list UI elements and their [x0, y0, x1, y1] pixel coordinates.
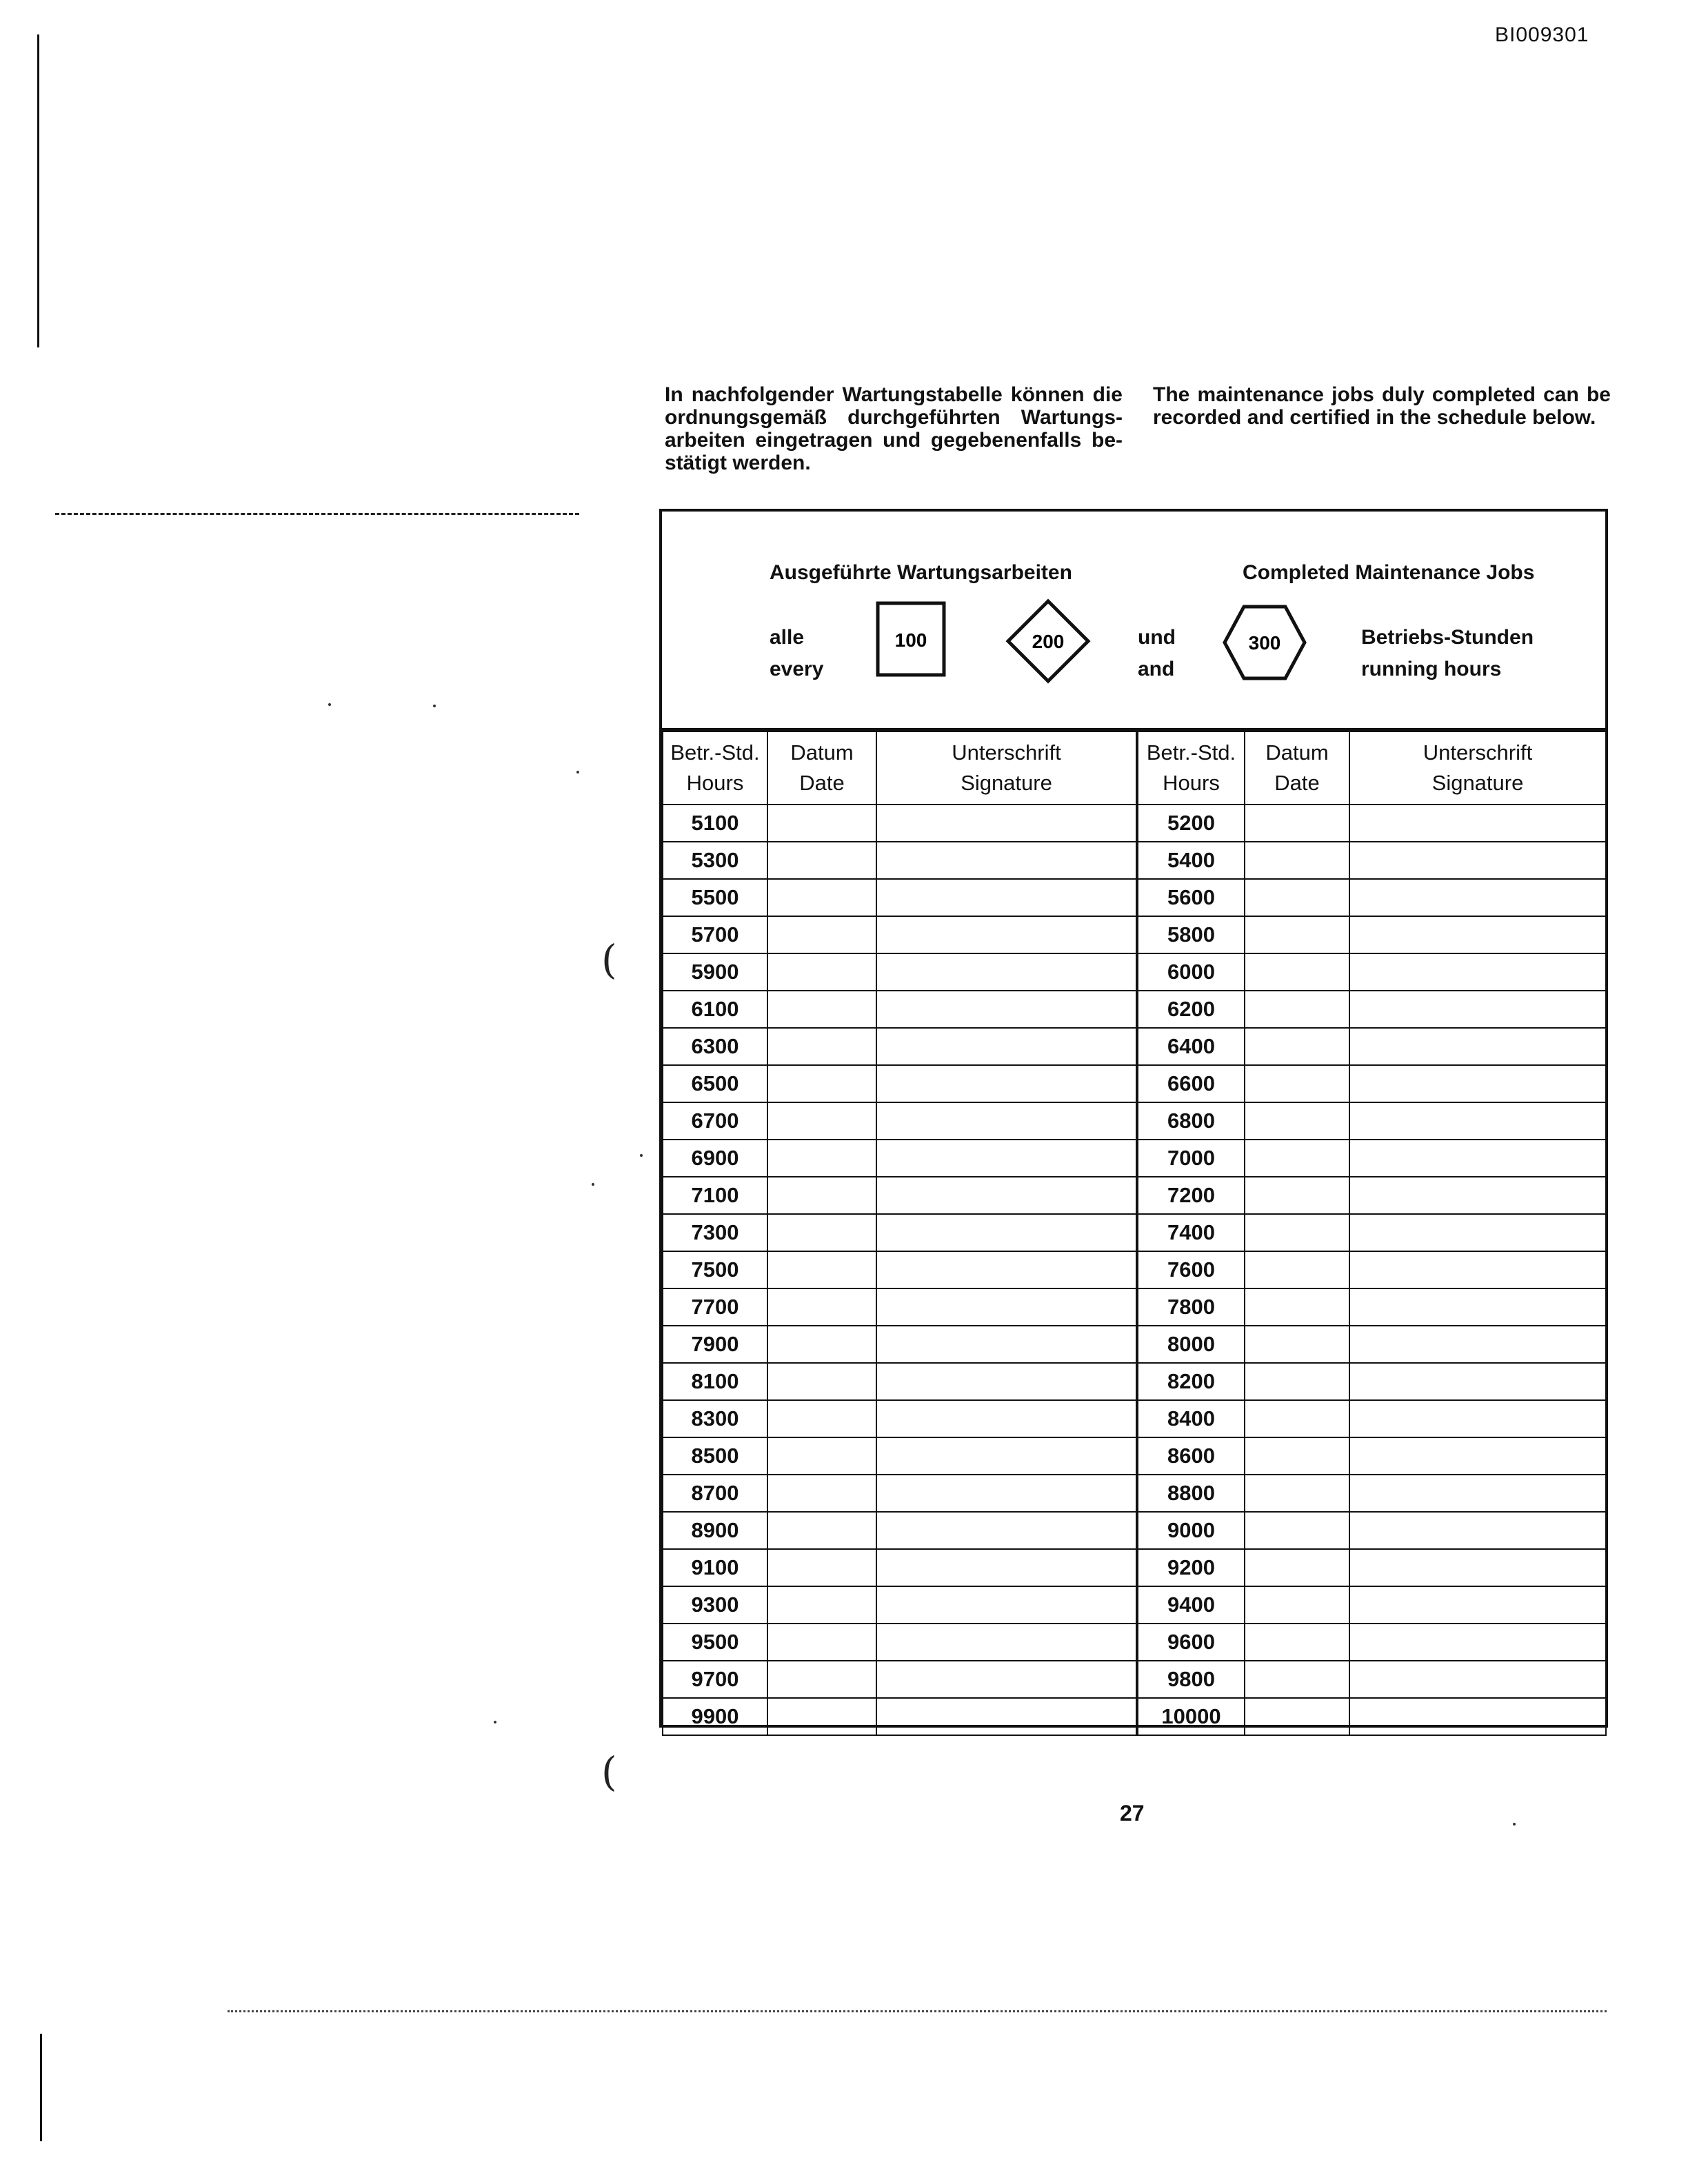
- table-row: [663, 1028, 1606, 1065]
- date-cell-right[interactable]: [1245, 879, 1349, 916]
- date-cell-left[interactable]: [767, 1586, 876, 1624]
- hours-cell-right: 7200: [1137, 1177, 1245, 1214]
- signature-cell-left[interactable]: [876, 1102, 1137, 1140]
- date-cell-right[interactable]: [1245, 1140, 1349, 1177]
- table-row: [663, 842, 1606, 879]
- header-sign-de: Unterschrift: [1423, 740, 1533, 765]
- scan-speck: [1513, 1823, 1516, 1826]
- table-row: [663, 1661, 1606, 1698]
- date-cell-right[interactable]: [1245, 1586, 1349, 1624]
- signature-cell-left[interactable]: [876, 1549, 1137, 1586]
- table-row: [663, 1624, 1606, 1661]
- hours-cell-left: 7700: [663, 1288, 767, 1326]
- hours-cell-right: 7800: [1137, 1288, 1245, 1326]
- hours-cell-left: 5700: [663, 916, 767, 953]
- header-hours-right: [1137, 731, 1245, 805]
- hours-cell-right: 7000: [1137, 1140, 1245, 1177]
- signature-cell-left[interactable]: [876, 1028, 1137, 1065]
- scan-speck: [328, 703, 331, 706]
- date-cell-left[interactable]: [767, 1363, 876, 1400]
- hours-cell-left: 6300: [663, 1028, 767, 1065]
- hours-cell-left: 7300: [663, 1214, 767, 1251]
- hours-cell-right: 8400: [1137, 1400, 1245, 1437]
- signature-cell-right[interactable]: [1349, 1512, 1606, 1549]
- date-cell-left[interactable]: [767, 1512, 876, 1549]
- date-cell-left[interactable]: [767, 1624, 876, 1661]
- interval-box-label: 100: [894, 629, 927, 651]
- hours-cell-left: 7900: [663, 1326, 767, 1363]
- table-row: [663, 1512, 1606, 1549]
- signature-cell-left[interactable]: [876, 1177, 1137, 1214]
- signature-cell-right[interactable]: [1349, 879, 1606, 916]
- hours-cell-right: 7600: [1137, 1251, 1245, 1288]
- signature-cell-left[interactable]: [876, 1140, 1137, 1177]
- date-cell-left[interactable]: [767, 1475, 876, 1512]
- signature-cell-left[interactable]: [876, 1624, 1137, 1661]
- hours-cell-left: 6100: [663, 991, 767, 1028]
- date-cell-right[interactable]: [1245, 991, 1349, 1028]
- date-cell-right[interactable]: [1245, 1512, 1349, 1549]
- date-cell-left[interactable]: [767, 1065, 876, 1102]
- intro-text-en: The maintenance jobs duly completed can be recorded and certified in the schedule below.: [1153, 383, 1611, 429]
- hours-cell-left: 9900: [663, 1698, 767, 1735]
- hours-cell-left: 8900: [663, 1512, 767, 1549]
- hours-cell-left: 8300: [663, 1400, 767, 1437]
- date-cell-right[interactable]: [1245, 1698, 1349, 1735]
- table-row: [663, 1326, 1606, 1363]
- date-cell-right[interactable]: [1245, 1065, 1349, 1102]
- legend-and: [1138, 622, 1176, 685]
- date-cell-left[interactable]: [767, 1028, 876, 1065]
- signature-cell-right[interactable]: [1349, 916, 1606, 953]
- hours-cell-left: 6500: [663, 1065, 767, 1102]
- hours-cell-right: 9600: [1137, 1624, 1245, 1661]
- hours-cell-left: 6700: [663, 1102, 767, 1140]
- date-cell-right[interactable]: [1245, 805, 1349, 842]
- signature-cell-left[interactable]: [876, 991, 1137, 1028]
- hours-cell-right: 7400: [1137, 1214, 1245, 1251]
- date-cell-left[interactable]: [767, 991, 876, 1028]
- header-hours-left: [663, 731, 767, 805]
- signature-cell-right[interactable]: [1349, 1624, 1606, 1661]
- header-date-en: Date: [1274, 771, 1320, 795]
- signature-cell-right[interactable]: [1349, 842, 1606, 879]
- signature-cell-left[interactable]: [876, 1363, 1137, 1400]
- hours-cell-left: 5100: [663, 805, 767, 842]
- signature-cell-left[interactable]: [876, 1288, 1137, 1326]
- hours-cell-right: 6400: [1137, 1028, 1245, 1065]
- signature-cell-right[interactable]: [1349, 1586, 1606, 1624]
- legend-every-de: alle: [770, 626, 805, 649]
- header-hours-en: Hours: [1163, 771, 1220, 795]
- date-cell-right[interactable]: [1245, 1549, 1349, 1586]
- legend-hours-de: Betriebs-Stunden: [1361, 626, 1534, 649]
- date-cell-right[interactable]: [1245, 1624, 1349, 1661]
- header-date-de: Datum: [790, 740, 854, 765]
- table-row: [663, 1475, 1606, 1512]
- table-row: [663, 1400, 1606, 1437]
- table-row: [663, 1549, 1606, 1586]
- hours-cell-right: 10000: [1137, 1698, 1245, 1735]
- hours-cell-right: 5800: [1137, 916, 1245, 953]
- hours-cell-left: 9700: [663, 1661, 767, 1698]
- table-row: [663, 1177, 1606, 1214]
- hours-cell-left: 5900: [663, 953, 767, 991]
- scan-speck: [592, 1183, 594, 1186]
- table-row: [663, 1437, 1606, 1475]
- interval-hexagon-icon: [1222, 604, 1307, 681]
- signature-cell-right[interactable]: [1349, 805, 1606, 842]
- date-cell-right[interactable]: [1245, 1214, 1349, 1251]
- interval-diamond-label: 200: [1032, 631, 1065, 652]
- header-date-right: [1245, 731, 1349, 805]
- date-cell-left[interactable]: [767, 1326, 876, 1363]
- hours-cell-left: 6900: [663, 1140, 767, 1177]
- maintenance-table-body: [663, 805, 1606, 1735]
- hours-cell-left: 8500: [663, 1437, 767, 1475]
- signature-cell-left[interactable]: [876, 1512, 1137, 1549]
- maintenance-legend: [662, 512, 1605, 731]
- table-row: [663, 1288, 1606, 1326]
- header-signature-left: [876, 731, 1137, 805]
- scan-speck: [576, 771, 579, 774]
- signature-cell-right[interactable]: [1349, 1549, 1606, 1586]
- date-cell-right[interactable]: [1245, 1177, 1349, 1214]
- signature-cell-right[interactable]: [1349, 1214, 1606, 1251]
- hours-cell-right: 9800: [1137, 1661, 1245, 1698]
- signature-cell-left[interactable]: [876, 1475, 1137, 1512]
- page-number: 27: [1120, 1801, 1145, 1826]
- margin-parenthesis-mark: (: [601, 1748, 617, 1795]
- margin-bar-top: [37, 34, 39, 347]
- header-sign-en: Signature: [1431, 771, 1524, 795]
- date-cell-left[interactable]: [767, 953, 876, 991]
- hours-cell-right: 8800: [1137, 1475, 1245, 1512]
- date-cell-right[interactable]: [1245, 1028, 1349, 1065]
- table-row: [663, 1140, 1606, 1177]
- interval-box-icon: [876, 601, 947, 678]
- signature-cell-right[interactable]: [1349, 1288, 1606, 1326]
- legend-every: [770, 622, 823, 685]
- table-row: [663, 879, 1606, 916]
- signature-cell-right[interactable]: [1349, 1400, 1606, 1437]
- date-cell-right[interactable]: [1245, 1288, 1349, 1326]
- hours-cell-left: 7500: [663, 1251, 767, 1288]
- table-row: [663, 953, 1606, 991]
- date-cell-right[interactable]: [1245, 1102, 1349, 1140]
- legend-and-de: und: [1138, 626, 1176, 649]
- signature-cell-right[interactable]: [1349, 1251, 1606, 1288]
- date-cell-right[interactable]: [1245, 1363, 1349, 1400]
- signature-cell-left[interactable]: [876, 1251, 1137, 1288]
- date-cell-left[interactable]: [767, 1400, 876, 1437]
- signature-cell-right[interactable]: [1349, 1475, 1606, 1512]
- hours-cell-right: 6800: [1137, 1102, 1245, 1140]
- signature-cell-right[interactable]: [1349, 1028, 1606, 1065]
- signature-cell-left[interactable]: [876, 1586, 1137, 1624]
- hours-cell-left: 7100: [663, 1177, 767, 1214]
- interval-diamond-icon: [1005, 598, 1091, 684]
- scan-speck: [433, 705, 436, 707]
- signature-cell-right[interactable]: [1349, 1177, 1606, 1214]
- interval-hexagon-label: 300: [1248, 632, 1281, 654]
- scan-speck: [494, 1721, 496, 1723]
- header-date-en: Date: [799, 771, 845, 795]
- date-cell-left[interactable]: [767, 1661, 876, 1698]
- legend-title-de: Ausgeführte Wartungsarbeiten: [770, 561, 1072, 584]
- date-cell-right[interactable]: [1245, 1400, 1349, 1437]
- date-cell-left[interactable]: [767, 1140, 876, 1177]
- table-row: [663, 991, 1606, 1028]
- date-cell-right[interactable]: [1245, 1251, 1349, 1288]
- legend-and-en: and: [1138, 658, 1175, 680]
- header-signature-right: [1349, 731, 1606, 805]
- table-row: [663, 1363, 1606, 1400]
- date-cell-left[interactable]: [767, 1549, 876, 1586]
- date-cell-left[interactable]: [767, 1177, 876, 1214]
- signature-cell-right[interactable]: [1349, 1326, 1606, 1363]
- date-cell-left[interactable]: [767, 1102, 876, 1140]
- hours-cell-right: 8000: [1137, 1326, 1245, 1363]
- table-row: [663, 1586, 1606, 1624]
- signature-cell-left[interactable]: [876, 1400, 1137, 1437]
- table-header-row: [663, 731, 1606, 805]
- date-cell-right[interactable]: [1245, 842, 1349, 879]
- signature-cell-right[interactable]: [1349, 953, 1606, 991]
- hours-cell-left: 9500: [663, 1624, 767, 1661]
- date-cell-right[interactable]: [1245, 1437, 1349, 1475]
- hours-cell-left: 5500: [663, 879, 767, 916]
- signature-cell-right[interactable]: [1349, 1065, 1606, 1102]
- table-row: [663, 916, 1606, 953]
- signature-cell-left[interactable]: [876, 1326, 1137, 1363]
- scan-speck: [640, 1154, 643, 1157]
- signature-cell-left[interactable]: [876, 916, 1137, 953]
- hours-cell-left: 8700: [663, 1475, 767, 1512]
- signature-cell-right[interactable]: [1349, 1661, 1606, 1698]
- hours-cell-right: 5200: [1137, 805, 1245, 842]
- legend-hours-en: running hours: [1361, 658, 1502, 680]
- legend-every-en: every: [770, 658, 824, 680]
- header-date-de: Datum: [1265, 740, 1329, 765]
- hours-cell-right: 9200: [1137, 1549, 1245, 1586]
- signature-cell-right[interactable]: [1349, 1140, 1606, 1177]
- hours-cell-left: 5300: [663, 842, 767, 879]
- hours-cell-left: 9300: [663, 1586, 767, 1624]
- date-cell-right[interactable]: [1245, 1326, 1349, 1363]
- header-date-left: [767, 731, 876, 805]
- maintenance-schedule: [659, 509, 1608, 1728]
- signature-cell-left[interactable]: [876, 1698, 1137, 1735]
- table-row: [663, 1102, 1606, 1140]
- signature-cell-left[interactable]: [876, 1214, 1137, 1251]
- date-cell-right[interactable]: [1245, 916, 1349, 953]
- date-cell-right[interactable]: [1245, 1661, 1349, 1698]
- signature-cell-left[interactable]: [876, 953, 1137, 991]
- table-row: [663, 1251, 1606, 1288]
- header-sign-de: Unterschrift: [952, 740, 1061, 765]
- margin-parenthesis-mark: (: [601, 936, 617, 983]
- hours-cell-right: 6600: [1137, 1065, 1245, 1102]
- legend-running-hours: [1361, 622, 1534, 685]
- hours-cell-left: 8100: [663, 1363, 767, 1400]
- table-row: [663, 1214, 1606, 1251]
- signature-cell-left[interactable]: [876, 879, 1137, 916]
- signature-cell-left[interactable]: [876, 1661, 1137, 1698]
- hours-cell-right: 9400: [1137, 1586, 1245, 1624]
- hours-cell-left: 9100: [663, 1549, 767, 1586]
- date-cell-left[interactable]: [767, 916, 876, 953]
- hours-cell-right: 5400: [1137, 842, 1245, 879]
- table-row: [663, 1698, 1606, 1735]
- date-cell-left[interactable]: [767, 1251, 876, 1288]
- margin-dash-line: [55, 513, 579, 515]
- header-hours-de: Betr.-Std.: [1146, 740, 1236, 765]
- hours-cell-right: 9000: [1137, 1512, 1245, 1549]
- date-cell-left[interactable]: [767, 879, 876, 916]
- hours-cell-right: 6000: [1137, 953, 1245, 991]
- margin-bar-bottom: [40, 2034, 42, 2141]
- date-cell-left[interactable]: [767, 805, 876, 842]
- signature-cell-left[interactable]: [876, 842, 1137, 879]
- table-row: [663, 1065, 1606, 1102]
- signature-cell-left[interactable]: [876, 1437, 1137, 1475]
- header-hours-de: Betr.-Std.: [670, 740, 760, 765]
- date-cell-left[interactable]: [767, 1288, 876, 1326]
- signature-cell-right[interactable]: [1349, 1102, 1606, 1140]
- date-cell-left[interactable]: [767, 1214, 876, 1251]
- hours-cell-right: 8600: [1137, 1437, 1245, 1475]
- signature-cell-left[interactable]: [876, 805, 1137, 842]
- signature-cell-right[interactable]: [1349, 1363, 1606, 1400]
- signature-cell-right[interactable]: [1349, 991, 1606, 1028]
- scan-noise-line: [228, 2010, 1607, 2012]
- signature-cell-right[interactable]: [1349, 1698, 1606, 1735]
- hours-cell-right: 6200: [1137, 991, 1245, 1028]
- document-id: BI009301: [1495, 23, 1589, 46]
- date-cell-left[interactable]: [767, 842, 876, 879]
- intro-text-de: In nachfolgender Wartungstabelle können die ordnungsgemäß durchgeführten Wartungs-arbeiten eingetragen und gegebenenfalls be-stätigt werden.: [665, 383, 1123, 474]
- signature-cell-left[interactable]: [876, 1065, 1137, 1102]
- date-cell-right[interactable]: [1245, 1475, 1349, 1512]
- date-cell-left[interactable]: [767, 1698, 876, 1735]
- hours-cell-right: 8200: [1137, 1363, 1245, 1400]
- maintenance-table: [662, 731, 1607, 1736]
- header-hours-en: Hours: [686, 771, 744, 795]
- signature-cell-right[interactable]: [1349, 1437, 1606, 1475]
- hours-cell-right: 5600: [1137, 879, 1245, 916]
- header-sign-en: Signature: [961, 771, 1052, 795]
- legend-title-en: Completed Maintenance Jobs: [1243, 561, 1535, 584]
- date-cell-left[interactable]: [767, 1437, 876, 1475]
- table-row: [663, 805, 1606, 842]
- date-cell-right[interactable]: [1245, 953, 1349, 991]
